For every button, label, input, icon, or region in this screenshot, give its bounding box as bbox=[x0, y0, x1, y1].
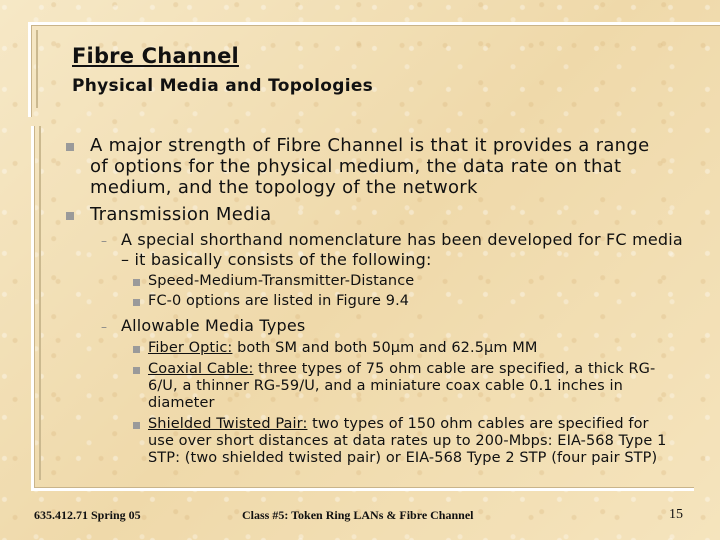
bullet-square-icon bbox=[133, 279, 140, 286]
list-item bbox=[148, 361, 678, 412]
slide-title: Fibre Channel bbox=[72, 44, 239, 68]
footer-course: 635.412.71 Spring 05 bbox=[34, 508, 141, 522]
bullet-square-icon bbox=[66, 143, 74, 151]
sub-bullet-text: Allowable Media Types bbox=[121, 316, 306, 335]
bullet-square-icon bbox=[66, 212, 74, 220]
title-frame-accent bbox=[36, 30, 48, 108]
page-number: 15 bbox=[669, 507, 683, 522]
media-term: Shielded Twisted Pair: bbox=[148, 416, 308, 432]
title-frame bbox=[28, 22, 720, 117]
list-item: FC-0 options are listed in Figure 9.4 bbox=[148, 293, 410, 309]
slide-subtitle: Physical Media and Topologies bbox=[72, 76, 374, 96]
bullet-square-icon bbox=[133, 422, 140, 429]
body-frame-accent bbox=[39, 126, 51, 480]
bullet-square-icon bbox=[133, 299, 140, 306]
media-description: both SM and both 50µm and 62.5µm MM bbox=[232, 340, 538, 356]
bullet-square-icon bbox=[133, 367, 140, 374]
media-term: Fiber Optic: bbox=[148, 340, 233, 356]
bullet-square-icon bbox=[133, 346, 140, 353]
list-item bbox=[148, 416, 678, 467]
dash-icon: – bbox=[101, 320, 107, 334]
bullet-text: A major strength of Fibre Channel is that it provides a range of options for the physical medium, the data rate on that medium, and the topology of the network bbox=[90, 135, 650, 198]
dash-icon: – bbox=[101, 234, 107, 248]
list-item bbox=[148, 340, 678, 357]
sub-bullet-text: A special shorthand nomenclature has been developed for FC media – it basically consists of the following: bbox=[121, 230, 683, 269]
media-description: three types of 75 ohm cable are specified, a thick RG-6/U, a thinner RG-59/U, and a miniature coax cable 0.1 inches in diameter bbox=[148, 361, 656, 411]
media-description: two types of 150 ohm cables are specified for use over short distances at data rates up to 200-Mbps: EIA-568 Type 1 STP: (two shielded twisted pair) or EIA-568 Type 2 STP (four pair STP) bbox=[148, 416, 667, 466]
bullet-text: Transmission Media bbox=[90, 204, 272, 225]
list-item: Speed-Medium-Transmitter-Distance bbox=[148, 273, 415, 289]
footer-class-title: Class #5: Token Ring LANs & Fibre Channel bbox=[242, 508, 474, 522]
media-term: Coaxial Cable: bbox=[148, 361, 254, 377]
